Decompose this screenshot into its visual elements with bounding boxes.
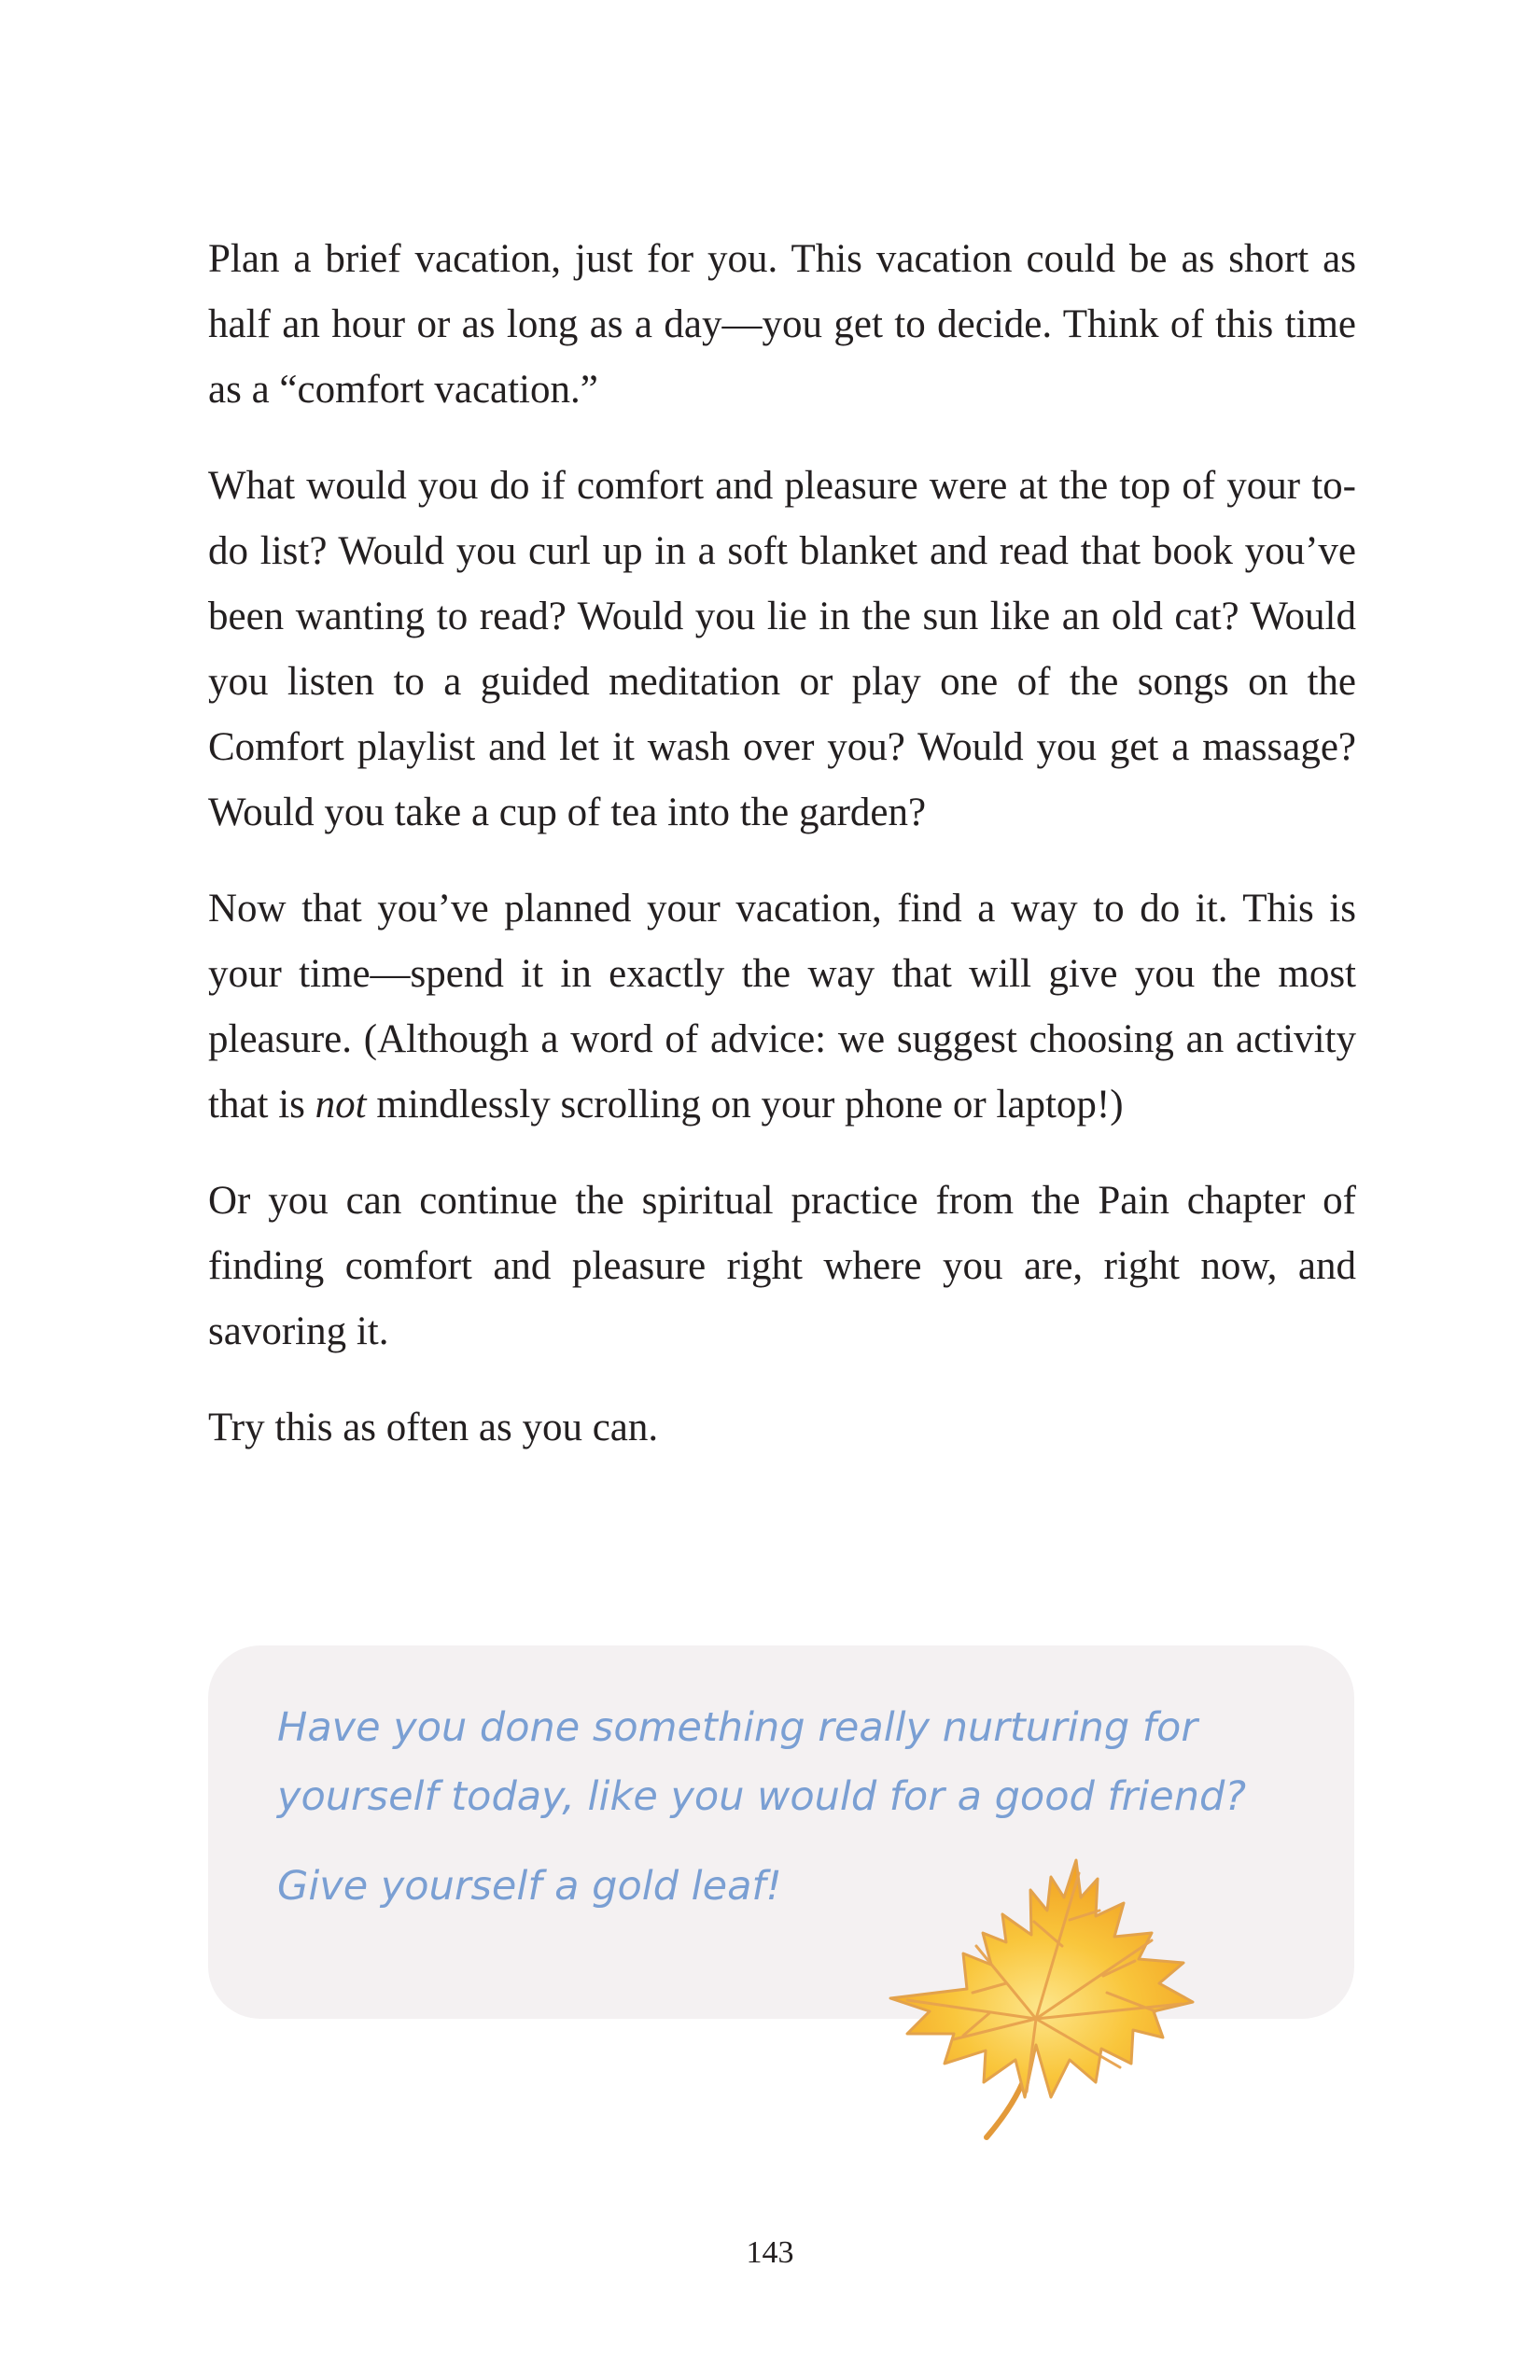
- emphasis-not: not: [315, 1083, 367, 1127]
- callout-gold-leaf: Give yourself a gold leaf!: [277, 1863, 782, 1910]
- paragraph-spiritual-practice: Or you can continue the spiritual practice from the Pain chapter of finding comfort and pleasure right where you are, right now, and savoring it.: [208, 1179, 1356, 1353]
- body-text: [208, 227, 1356, 1491]
- callout-question: Have you done something really nurturing for yourself today, like you would for a good friend?: [277, 1704, 1247, 1820]
- maple-leaf-shape: [890, 1860, 1193, 2097]
- page-number: 143: [746, 2235, 794, 2270]
- maple-leaf-icon: [887, 1853, 1204, 2142]
- paragraph-do-it: [208, 876, 1356, 1138]
- paragraph-do-it-start: Now that you’ve planned your vacation, find a way to do it. This is your time—spend it in exactly the way that will give you the most pleasure. (Although a word of advice: we suggest choosing an activity that is: [208, 887, 1356, 1127]
- paragraph-try-often: Try this as often as you can.: [208, 1406, 659, 1449]
- paragraph-do-it-end: mindlessly scrolling on your phone or laptop!): [366, 1083, 1124, 1127]
- paragraph-comfort-questions: What would you do if comfort and pleasure were at the top of your to-do list? Would you curl up in a soft blanket and read that book you’ve been wanting to read? Would you lie in the sun like an old cat? Would you listen to a guided meditation or play one of the songs on the Comfort playlist and let it wash over you? Would you get a massage? Would you take a cup of tea into the garden?: [208, 464, 1356, 834]
- paragraph-plan-vacation: Plan a brief vacation, just for you. This vacation could be as short as half an hour or as long as a day—you get to decide. Think of this time as a “comfort vacation.”: [208, 237, 1356, 412]
